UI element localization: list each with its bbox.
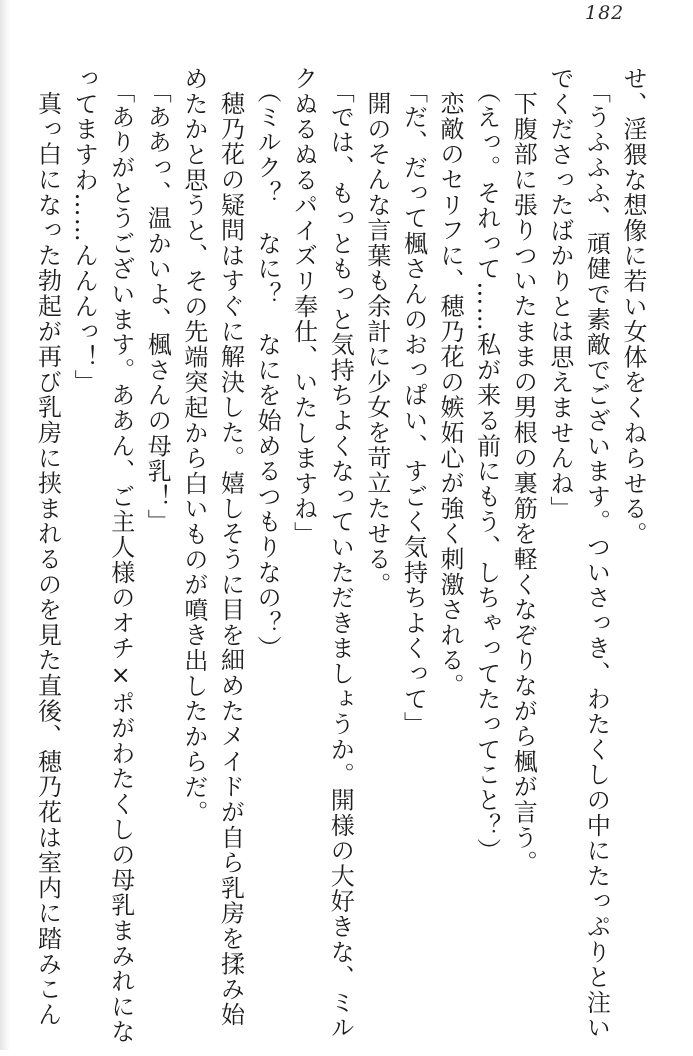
text-line: 開のそんな言葉も余計に少女を苛立たせる。 [362,91,391,598]
page-number: 182 [585,2,625,24]
text-line: 穂乃花の疑問はすぐに解決した。嬉しそうに目を細めたメイドが自ら乳房を揉み始 [216,91,245,1028]
text-line: 恋敵のセリフに、穂乃花の嫉妬心が強く刺激される。 [436,91,465,699]
text-line: 真っ白になった勃起が再び乳房に挟まれるのを見た直後、穂乃花は室内に踏みこん [33,91,62,1028]
text-line: めたかと思うと、その先端突起から白いものが噴き出したからだ。 [179,66,208,825]
text-line: 「うふふふ、頑健で素敵でございます。ついさっき、わたくしの中にたっぷりと注い [582,78,611,1041]
text-line: 「ありがとうございます。ああん、ご主人様のオチ×ポがわたくしの母乳まみれにな [106,78,135,1045]
text-block [27,66,651,1056]
text-line: 「では、もっともっと気持ちよくなっていただきましょうか。開様の大好きな、ミル [326,78,355,1041]
text-line: 「だ、だって楓さんのおっぱい、すごく気持ちよくって」 [399,78,428,737]
text-line: でくださったばかりとは思えませんね」 [545,66,574,522]
text-line: 下腹部に張りついたままの男根の裏筋を軽くなぞりながら楓が言う。 [509,91,538,876]
text-line: ってますわ……んんんっ！」 [70,66,99,395]
text-line: （えっ。それって……私が来る前にもう、しちゃってたってこと？） [472,78,501,863]
text-line: せ、淫猥な想像に若い女体をくねらせる。 [619,66,647,547]
text-line: クぬるぬるパイズリ奉仕、いたしますね」 [289,66,318,547]
page-edge-shadow [0,0,10,1050]
text-line: 「ああっ、温かいよ、楓さんの母乳！」 [143,78,172,535]
text-line: （ミルク？ なに？ なにを始めるつもりなの？） [253,78,282,661]
